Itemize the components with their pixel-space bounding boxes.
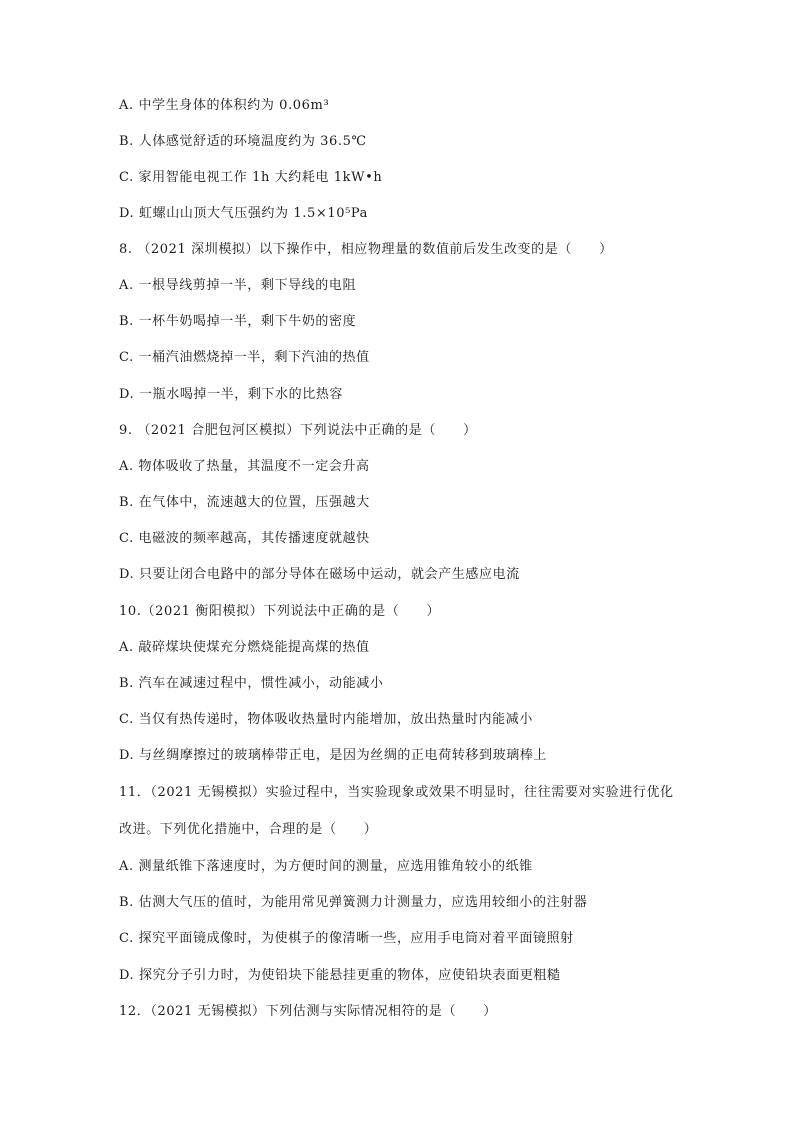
- q10-option-b: B. 汽车在减速过程中，惯性减小，动能减小: [119, 676, 384, 691]
- q12-stem: 12．（2021 无锡模拟）下列估测与实际情况相符的是（ ）: [119, 1004, 497, 1019]
- q9-option-d: D. 只要让闭合电路中的部分导体在磁场中运动，就会产生感应电流: [119, 567, 520, 582]
- q11-option-a: A. 测量纸锥下落速度时，为方便时间的测量，应选用锥角较小的纸锥: [119, 859, 533, 874]
- q10-option-a: A. 敲碎煤块使煤充分燃烧能提高煤的热值: [119, 640, 370, 655]
- q7-option-b: B. 人体感觉舒适的环境温度约为 36.5℃: [119, 134, 367, 149]
- q8-option-b: B. 一杯牛奶喝掉一半，剩下牛奶的密度: [119, 314, 357, 329]
- q11-option-c: C. 探究平面镜成像时，为使棋子的像清晰一些，应用手电筒对着平面镜照射: [119, 931, 574, 946]
- q10-option-c: C. 当仅有热传递时，物体吸收热量时内能增加，放出热量时内能减小: [119, 712, 533, 727]
- q7-option-c: C. 家用智能电视工作 1h 大约耗电 1kW•h: [119, 170, 383, 185]
- q9-option-b: B. 在气体中，流速越大的位置，压强越大: [119, 495, 370, 510]
- q7-option-a: A. 中学生身体的体积约为 0.06m³: [119, 98, 330, 113]
- q11-option-d: D. 探究分子引力时，为使铅块下能悬挂更重的物体，应使铅块表面更粗糙: [119, 968, 561, 983]
- q9-option-c: C. 电磁波的频率越高，其传播速度就越快: [119, 531, 370, 546]
- q10-option-d: D. 与丝绸摩擦过的玻璃棒带正电，是因为丝绸的正电荷转移到玻璃棒上: [119, 748, 548, 763]
- q7-option-d: D. 虹螺山山顶大气压强约为 1.5×10⁵Pa: [119, 206, 368, 221]
- q8-option-d: D. 一瓶水喝掉一半，剩下水的比热容: [119, 387, 344, 402]
- q11-option-b: B. 估测大气压的值时，为能用常见弹簧测力计测量力，应选用较细小的注射器: [119, 895, 588, 910]
- q8-stem: 8. （2021 深圳模拟）以下操作中，相应物理量的数值前后发生改变的是（ ）: [119, 242, 613, 257]
- q9-stem: 9. （2021 合肥包河区模拟）下列说法中正确的是（ ）: [119, 423, 477, 438]
- q10-stem: 10.（2021 衡阳模拟）下列说法中正确的是（ ）: [119, 604, 441, 619]
- q8-option-c: C. 一桶汽油燃烧掉一半，剩下汽油的热值: [119, 350, 370, 365]
- q8-option-a: A. 一根导线剪掉一半，剩下导线的电阻: [119, 278, 357, 293]
- q11-stem-line1: 11．（2021 无锡模拟）实验过程中，当实验现象或效果不明显时，往往需要对实验进行优化: [119, 785, 674, 800]
- q11-stem-line2: 改进。下列优化措施中，合理的是（ ）: [119, 822, 378, 837]
- q9-option-a: A. 物体吸收了热量，其温度不一定会升高: [119, 459, 370, 474]
